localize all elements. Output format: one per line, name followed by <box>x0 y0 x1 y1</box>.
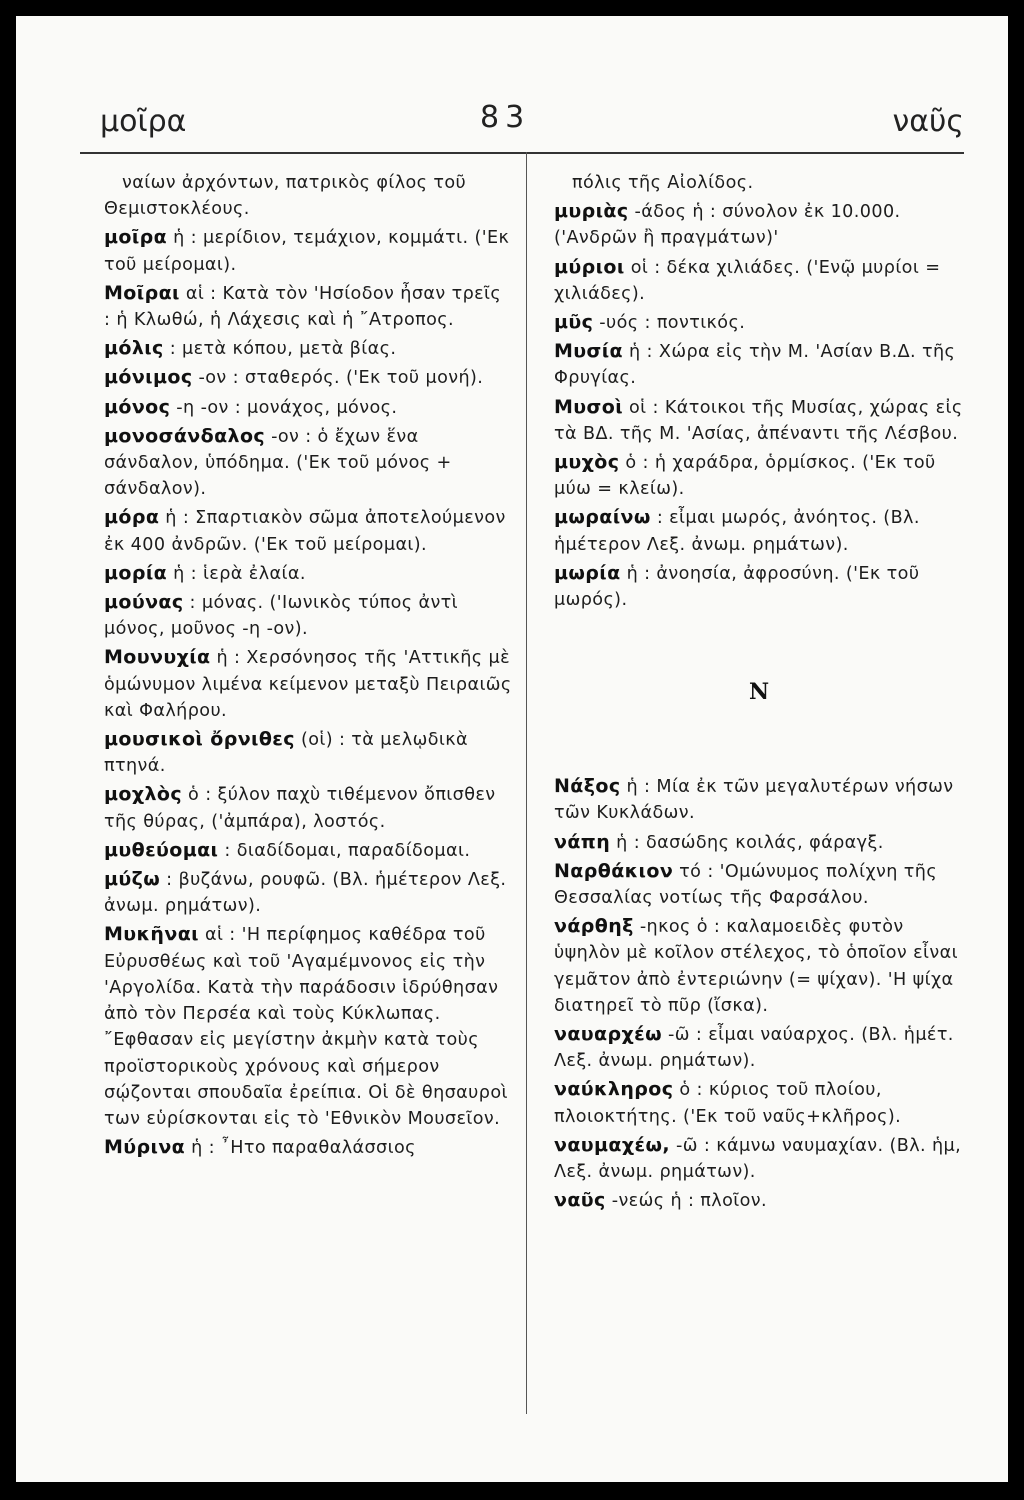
entry-headword: ναυμαχέω, <box>554 1133 671 1156</box>
dictionary-entry <box>104 1134 512 1161</box>
entry-headword: μυριὰς <box>554 200 629 223</box>
running-head-left: μοῖρα <box>100 104 187 139</box>
entry-definition: αἱ : 'Η περίφημος καθέδρα τοῦ Εὐρυσθέως καὶ τοῦ 'Αγαμέμνονος εἰς τὴν 'Αργολίδα. Κατὰ τὴν παράδοσιν ἱδρύθησαν ἀπὸ τὸν Περσέα καὶ τοὺς Κύκλωπας. ῎Εφθασαν εἰς μεγίστην ἀκμὴν κατὰ τοὺς προϊστορικοὺς χρόνους καὶ σήμερον σῴζονται σπουδαῖα ἐρείπια. Οἱ δὲ θησαυροὶ των εὑρίσκονται εἰς τὸ 'Εθνικὸν Μουσεῖον. <box>104 925 508 1129</box>
entry-definition: -ηκος ὁ : καλαμοειδὲς φυτὸν ὑψηλὸν μὲ κοῖλον στέλεχος, τὸ ὁποῖον εἶναι γεμᾶτον ἀπὸ ἐντεριώνην (= ψίχαν). 'Η ψίχα διατηρεῖ τὸ πῦρ (ἴσκα). <box>554 917 958 1016</box>
entry-headword: ναυαρχέω <box>554 1023 663 1046</box>
page-number: 83 <box>480 100 531 135</box>
entry-headword: ναῦς <box>554 1189 606 1212</box>
dictionary-entry <box>554 198 964 251</box>
entry-definition: ἡ : δασώδης κοιλάς, φάραγξ. <box>616 832 884 853</box>
left-column <box>104 170 512 1163</box>
dictionary-page <box>16 16 1008 1482</box>
entry-headword: Ναρθάκιον <box>554 859 674 882</box>
entry-headword: μόρα <box>104 506 160 529</box>
dictionary-entry <box>104 589 512 642</box>
entry-definition: ἡ : Σπαρτιακὸν σῶμα ἀποτελούμενον ἐκ 400 ἀνδρῶν. ('Εκ τοῦ μείρομαι). <box>104 508 506 555</box>
entry-headword: μουσικοὶ ὄρνιθες <box>104 728 295 751</box>
entry-definition: : βυζάνω, ρουφῶ. (Βλ. ἡμέτερον Λεξ. ἀνωμ. ρημάτων). <box>104 870 507 917</box>
entry-headword: Μουνυχία <box>104 646 211 669</box>
entry-definition: -άδος ἡ : σύνολον ἐκ 10.000. ('Ανδρῶν ἢ πραγμάτων)' <box>554 202 901 249</box>
entry-definition: ὁ : κύριος τοῦ πλοίου, πλοιοκτήτης. ('Εκ τοῦ ναῦς+κλῆρος). <box>554 1080 902 1127</box>
dictionary-entry <box>104 726 512 779</box>
section-letter: Ν <box>748 679 770 706</box>
entry-definition: ὁ : ἡ χαράδρα, ὁρμίσκος. ('Εκ τοῦ μύω = κλείω). <box>554 453 936 500</box>
dictionary-entry <box>554 449 964 502</box>
entry-headword: Μυσοὶ <box>554 395 623 418</box>
entry-headword: μούνας <box>104 591 184 614</box>
dictionary-entry <box>554 309 964 336</box>
entry-headword: μῦς <box>554 311 594 334</box>
dictionary-entry <box>104 644 512 724</box>
entry-definition: ἡ : Χώρα εἰς τὴν Μ. 'Ασίαν Β.Δ. τῆς Φρυγίας. <box>554 342 956 389</box>
dictionary-entry <box>104 921 512 1132</box>
entry-definition: ὁ : ξύλον παχὺ τιθέμενον ὄπισθεν τῆς θύρας, ('ἀμπάρα), λοστός. <box>104 785 496 832</box>
column-divider <box>526 152 527 1414</box>
dictionary-entry <box>104 170 512 222</box>
dictionary-entry <box>554 1187 964 1214</box>
dictionary-entry <box>554 1076 964 1129</box>
entry-headword: Μυκῆναι <box>104 923 199 946</box>
dictionary-entry <box>554 560 964 613</box>
entry-definition: -ῶ : κάμνω ναυμαχίαν. (Βλ. ἡμ, Λεξ. ἀνωμ. ρημάτων). <box>554 1135 962 1183</box>
entry-definition: -νεώς ἡ : πλοῖον. <box>611 1191 768 1212</box>
entry-definition: : μετὰ κόπου, μετὰ βίας. <box>169 339 397 360</box>
entry-headword: μορία <box>104 561 168 584</box>
entry-definition: τό : 'Ομώνυμος πολίχνη τῆς Θεσσαλίας νοτίως τῆς Φαρσάλου. <box>554 861 938 909</box>
dictionary-entry <box>554 254 964 307</box>
entry-headword: Μύρινα <box>104 1136 186 1159</box>
entry-definition: οἱ : Κάτοικοι τῆς Μυσίας, χώρας εἰς τὰ ΒΔ. τῆς Μ. 'Ασίας, ἀπέναντι τῆς Λέσβου. <box>554 397 963 444</box>
entry-definition: -η -ον : μονάχος, μόνος. <box>176 397 398 418</box>
entry-headword: Μυσία <box>554 340 623 363</box>
dictionary-entry <box>104 560 512 587</box>
dictionary-entry <box>104 280 512 333</box>
entry-headword: μόνος <box>104 395 171 418</box>
entry-definition: ἡ : μερίδιον, τεμάχιον, κομμάτι. ('Εκ τοῦ μείρομαι). <box>104 228 510 275</box>
entry-definition: -ον : ὁ ἔχων ἕνα σάνδαλον, ὑπόδημα. ('Εκ τοῦ μόνος + σάνδαλον). <box>104 426 452 500</box>
entry-headword: μωραίνω <box>554 506 651 529</box>
entry-definition: : διαδίδομαι, παραδίδομαι. <box>224 840 471 861</box>
entry-definition: ἡ : ῏Ητο παραθαλάσσιος <box>191 1138 416 1159</box>
dictionary-entry <box>104 423 512 503</box>
entry-definition: -ῶ : εἶμαι ναύαρχος. (Βλ. ἡμέτ. Λεξ. ἀνωμ. ρημάτων). <box>554 1025 954 1072</box>
entry-definition: : εἶμαι μωρός, ἀνόητος. (Βλ. ἡμέτερον Λεξ. ἀνωμ. ρημάτων). <box>554 508 920 555</box>
dictionary-entry <box>554 829 964 856</box>
dictionary-entry <box>554 394 964 447</box>
entry-definition: -ον : σταθερός. ('Εκ τοῦ μονή). <box>198 368 484 389</box>
dictionary-entry <box>104 504 512 557</box>
entry-definition: ἡ : Χερσόνησος τῆς 'Αττικῆς μὲ ὁμώνυμον λιμένα κείμενον μεταξὺ Πειραιῶς καὶ Φαλήρου. <box>104 648 512 721</box>
dictionary-entry <box>554 858 964 911</box>
entry-definition: οἱ : δέκα χιλιάδες. ('Ενῷ μυρίοι = χιλιάδες). <box>554 257 941 304</box>
dictionary-entry <box>104 866 512 919</box>
dictionary-entry <box>554 1021 964 1074</box>
dictionary-entry <box>554 913 964 1019</box>
dictionary-entry <box>104 781 512 834</box>
entry-headword: ναύκληρος <box>554 1078 674 1101</box>
entry-headword: μωρία <box>554 561 621 584</box>
entry-headword: Μοῖραι <box>104 281 180 304</box>
dictionary-entry <box>104 364 512 391</box>
dictionary-entry <box>554 1132 964 1185</box>
entry-headword: μύριοι <box>554 255 625 278</box>
entry-definition: (οἱ) : τὰ μελῳδικὰ πτηνά. <box>104 730 469 777</box>
entry-headword: μυχὸς <box>554 451 620 474</box>
dictionary-entry <box>104 335 512 362</box>
entry-definition: ναίων ἀρχόντων, πατρικὸς φίλος τοῦ Θεμιστοκλέους. <box>104 173 467 220</box>
entry-headword: μύζω <box>104 868 161 891</box>
entry-definition: : μόνας. ('Ιωνικὸς τύπος ἀντὶ μόνος, μοῦνος -η -ον). <box>104 593 459 640</box>
page-header <box>80 100 964 154</box>
dictionary-entry <box>554 504 964 557</box>
entry-headword: μονοσάνδαλος <box>104 424 266 447</box>
dictionary-entry <box>104 837 512 864</box>
dictionary-entry <box>554 338 964 391</box>
dictionary-entry <box>104 394 512 421</box>
entry-definition: πόλις τῆς Αἰολίδος. <box>572 173 754 193</box>
entry-headword: μοῖρα <box>104 226 168 249</box>
entry-headword: μόλις <box>104 337 164 360</box>
entry-headword: νάπη <box>554 830 611 853</box>
entry-definition: ἡ : Μία ἐκ τῶν μεγαλυτέρων νήσων τῶν Κυκλάδων. <box>554 777 954 824</box>
dictionary-entry <box>554 170 964 196</box>
running-head-right: ναῦς <box>892 104 964 139</box>
entry-definition: ἡ : ἱερὰ ἐλαία. <box>173 563 306 584</box>
entry-headword: μυθεύομαι <box>104 838 219 861</box>
entry-headword: μόνιμος <box>104 366 193 389</box>
entry-headword: μοχλὸς <box>104 783 183 806</box>
right-column <box>554 170 964 1217</box>
dictionary-entry <box>104 224 512 277</box>
entry-headword: νάρθηξ <box>554 915 634 938</box>
entry-definition: -υός : ποντικός. <box>599 313 746 334</box>
entry-definition: αἱ : Κατὰ τὸν 'Ησίοδον ἦσαν τρεῖς : ἡ Κλωθώ, ἡ Λάχεσις καὶ ἡ ῎Ατροπος. <box>104 283 502 331</box>
entry-definition: ἡ : ἀνοησία, ἀφροσύνη. ('Εκ τοῦ μωρός). <box>554 563 920 611</box>
entry-headword: Νάξος <box>554 775 621 798</box>
dictionary-entry <box>554 773 964 826</box>
